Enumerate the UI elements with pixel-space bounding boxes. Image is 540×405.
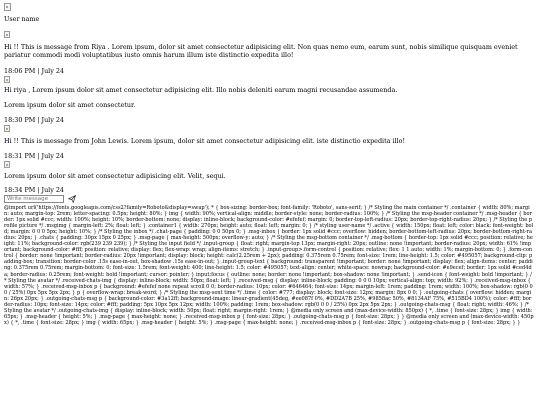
message-time: 18:06 PM | July 24: [4, 67, 65, 75]
message-time: 18:31 PM | July 24: [4, 152, 65, 160]
broken-image-icon: [4, 76, 10, 83]
user-name: User name: [4, 15, 40, 23]
message-text: Hi !! This is message from John Lewis. Lorem ipsum, dolor sit amet consectetur adipisicing elit. iste distinctio expedita illo!: [4, 137, 406, 145]
paper-plane-icon[interactable]: [68, 195, 76, 203]
message-text: Lorem ipsum dolor sit amet consectetur adipisicing elit. Velit, sequi.: [4, 172, 226, 180]
broken-image-icon: [4, 161, 10, 168]
message-input[interactable]: [4, 195, 64, 203]
message-time: 18:34 PM | July 24: [4, 186, 65, 194]
composer: [4, 195, 534, 203]
broken-image-icon: [4, 125, 10, 132]
raw-css-text: @import url('https://fonts.googleapis.com/css2?family=Roboto&display=swap'); * { box-sizing: border-box; font-family: 'Roboto', sans-serif; } /* Styling the main container */ .container { width: 80%; margin: auto; margin-top: 2rem; letter-spacing: 0.5px; height: 80%; } img { width: 90%; vertical-align: middle; border-style: none; border-radius: 100%; } /* Styling the msg-header container */ .msg-header { border: 1px solid #ccc; width: 100%; height: 10%; border-bottom: none; display: inline-block; background-color: #efefef; margin: 0; border-top-left-radius: 20px; border-top-right-radius: 20px; } /* Styling the profile picture */ .msgimg { margin-left: 2%; float: left; } .container1 { width: 270px; height: auto; float: left; margin: 0; } /* styling user-name */ .active { width: 150px; float: left; color: black; font-weight: bold; margin: 0 0 0 5px; height: 10%; } /* Styling the inbox */ .chat-page { padding: 0 0 50px 0; } .msg-inbox { border: 1px solid #ccc; overflow: hidden; border-bottom-left-radius: 20px; border-bottom-right-radius: 20px; } .chats { padding: 30px 15px 0 25px; } .msg-page { max-height: 500px; overflow-y: auto; } /* Styling the msg-bottom container */ .msg-bottom { border-top: 1px solid #ccc; position: relative; height: 11%; background-color: rgb(239 239 239); } /* Styling the input field */ .input-group { float: right; margin-top 13px; margin-right: 20px; outline: none !important; border-radius: 20px; width: 61% !important; background-color: #fff; position: relative; display: flex; flex-wrap: wrap; align-items: stretch; } .input-group>.form-control { position: relative; flex: 1 1 auto; width: 1%; margin-bottom: 0; } .form-control { border: none !important; border-radius: 20px !important; display: block; height: calc(2.25rem + 2px); padding: 0.375rem 0.75rem; font-size: 1rem; line-height: 1.5; color: #495057; background-clip: padding-box; transition: border-color .15s ease-in-out, box-shadow .15s ease-in-out; } .input-group-text { background: transparent !important; border: none !important; display: flex; align-items: center; padding: 0.375rem 0.75rem; margin-bottom: 0; font-size: 1.5rem; font-weight: 400; line-height: 1.5; color: #495057; text-align: center; white-space: nowrap; background-color: #e9ecef; border: 1px solid #ced4da; border-radius: 0.25rem; font-weight: bold !important; cursor: pointer; } input:focus { outline: none; border: none !important; box-shadow: none !important; } .send-icon { font-weight: bold !important; } /* Styling the avatar */ .received-chats-img { display: inline-block; width: 50px; float: left; } .received-msg { display: inline-block; padding: 0 0 0 10px; vertical-align: top; width: 92%; } .received-msg-inbox { width: 57%; } .received-msg-inbox p { background: #efefef none repeat scroll 0 0; border-radius: 10px; color: #646464; font-size: 14px; margin-left: 1rem; padding: 1rem; width: 100%; box-shadow: rgb(0 0 0 / 25%) 0px 5px 5px 2px; } p { overflow-wrap: break-word; } /* Styling the msg-sent time */ .time { color: #777; display: block; font-size: 12px; margin: 8px 0 0; } .outgoing-chats { overflow: hidden; margin: 26px 20px; } .outgoing-chats-msg p { background-color: #3a12ff; background-image: linear-gradient(45deg, #ee087f 0%, #DD2A7B 25%, #9858ac 50%, #8134AF 75%, #515BD4 100%); color: #fff; border-radius: 10px; font-size: 14px; color: #fff; padding: 5px 10px 5px 12px; width: 100%; padding: 1rem; box-shadow: rgb(0 0 0 / 25%) 0px 2px 5px 2px; } .outgoing-chats-msg { float: right; width: 46%; } /* Styling the avatar */ .outgoing-chats-img { display: inline-block; width: 50px; float: right; margin-right: 1rem; } @media only screen and (max-device-width: 850px) { *, .time { font-size: 28px; } img { width: 65px; } .msg-header { height: 5%; } .msg-page { max-height: none; } .received-msg-inbox p { font-size: 28px; } .outgoing-chats-msg p { font-size: 28px; } } @media only screen and (max-device-width: 450px) { *, .time { font-size: 28px; } img { width: 65px; } .msg-header { height: 5%; } .msg-page { max-height: none; } .received-msg-inbox p { font-size: 28px; } .outgoing-chats-msg p { font-size: 28px; } }: [4, 205, 534, 326]
message-time: 18:30 PM | July 24: [4, 116, 65, 124]
broken-image-icon: [4, 3, 11, 11]
message-text: Hi riya , Lorem ipsum dolor sit amet consectetur adipisicing elit. Illo nobis deleniti earum magni recusandae assumenda.: [4, 86, 398, 94]
message-text: Lorem ipsum dolor sit amet consectetur.: [4, 101, 136, 109]
message-text: Hi !! This is message from Riya . Lorem ipsum, dolor sit amet consectetur adipisicing elit. Non quas nemo eum, earum sunt, nobis similique quisquam eveniet pariatur commodi modi voluptatibus iusto omnis harum illum iste distinctio expedita illo!: [4, 43, 518, 59]
broken-image-icon: [4, 31, 10, 38]
